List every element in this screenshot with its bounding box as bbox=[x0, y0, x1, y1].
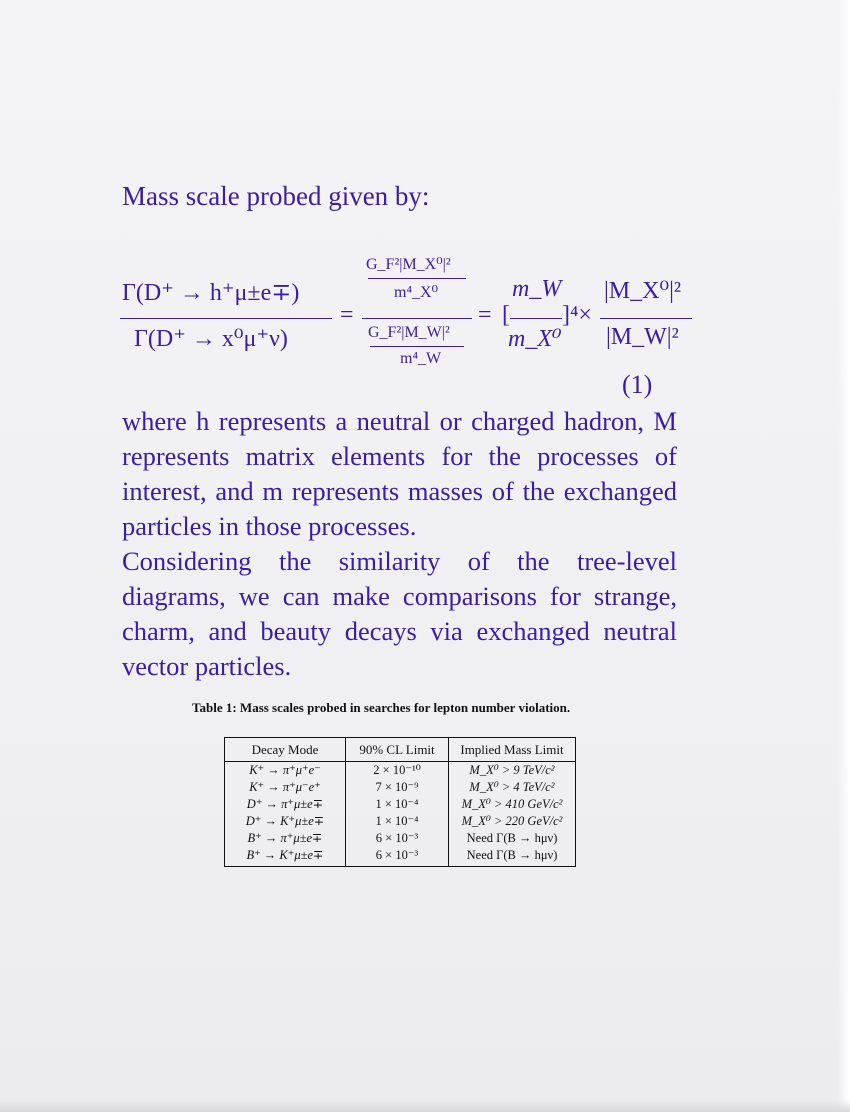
decay-mode-cell: D⁺ → K⁺μ±e∓ bbox=[245, 814, 325, 828]
bracket-close: ]⁴× bbox=[562, 302, 592, 328]
header-mass-limit: Implied Mass Limit bbox=[449, 738, 576, 762]
mass-limit-cell: Need Γ(B → hμν) bbox=[449, 830, 576, 847]
header-cl-limit: 90% CL Limit bbox=[346, 738, 449, 762]
table-row bbox=[225, 796, 576, 813]
mid-bottom-line bbox=[370, 346, 464, 347]
mass-limits-table bbox=[224, 737, 576, 867]
cl-limit-cell: 6 × 10⁻³ bbox=[346, 847, 449, 867]
table-row bbox=[225, 847, 576, 867]
page-right-edge bbox=[838, 0, 850, 1112]
cl-limit-cell: 1 × 10⁻⁴ bbox=[346, 796, 449, 813]
table-row bbox=[225, 813, 576, 830]
cl-limit-cell: 1 × 10⁻⁴ bbox=[346, 813, 449, 830]
lhs-numerator: Γ(D⁺ → h⁺μ±e∓) bbox=[122, 280, 300, 306]
decay-mode-cell: B⁺ → π⁺μ±e∓ bbox=[247, 831, 323, 845]
equals-sign-1: = bbox=[340, 302, 354, 328]
mid-bottom-denominator: m⁴_W bbox=[400, 350, 442, 367]
decay-mode-cell: D⁺ → π⁺μ±e∓ bbox=[246, 797, 324, 811]
mass-limit-cell: M_X⁰ > 9 TeV/c² bbox=[449, 762, 576, 780]
page-bottom-edge bbox=[0, 1100, 850, 1112]
equation-number: (1) bbox=[622, 370, 653, 399]
right-denominator: |M_W|² bbox=[606, 324, 679, 350]
right-line bbox=[600, 318, 692, 319]
ratio-denominator: m_X⁰ bbox=[508, 326, 562, 352]
mass-limit-cell: M_X⁰ > 410 GeV/c² bbox=[449, 796, 576, 813]
header-decay-mode: Decay Mode bbox=[225, 738, 346, 762]
mid-top-line bbox=[368, 278, 466, 279]
lhs-denominator: Γ(D⁺ → x⁰μ⁺ν) bbox=[134, 326, 288, 352]
mass-limit-cell: M_X⁰ > 220 GeV/c² bbox=[449, 813, 576, 830]
table-header-row bbox=[225, 738, 576, 762]
mass-limit-cell: M_X⁰ > 4 TeV/c² bbox=[449, 779, 576, 796]
table-row bbox=[225, 830, 576, 847]
paragraph-1: where h represents a neutral or charged hadron, M represents matrix elements for the processes of interest, and m represents masses of the exchanged particles in those processes. bbox=[122, 406, 677, 541]
equation-block bbox=[120, 248, 700, 378]
cl-limit-cell: 2 × 10⁻¹⁰ bbox=[346, 762, 449, 780]
cl-limit-cell: 7 × 10⁻⁹ bbox=[346, 779, 449, 796]
body-text bbox=[122, 404, 677, 684]
decay-mode-cell: K⁺ → π⁺μ⁻e⁺ bbox=[249, 780, 321, 794]
mid-main-line bbox=[362, 318, 472, 319]
mid-top-denominator: m⁴_X⁰ bbox=[394, 284, 438, 301]
limits-table bbox=[224, 737, 576, 867]
section-heading: Mass scale probed given by: bbox=[122, 181, 430, 211]
ratio-numerator: m_W bbox=[512, 276, 562, 302]
right-numerator: |M_X⁰|² bbox=[604, 278, 682, 304]
lhs-fraction-line bbox=[120, 318, 332, 319]
bracket-open: [ bbox=[502, 302, 510, 328]
table-caption: Table 1: Mass scales probed in searches for lepton number violation. bbox=[192, 700, 571, 715]
mid-top-numerator: G_F²|M_X⁰|² bbox=[366, 256, 451, 273]
decay-mode-cell: B⁺ → K⁺μ±e∓ bbox=[246, 848, 324, 862]
paragraph-2: Considering the similarity of the tree-level diagrams, we can make comparisons for strange, charm, and beauty decays via exchanged neutral vector particles. bbox=[122, 546, 677, 681]
mid-bottom-numerator: G_F²|M_W|² bbox=[368, 324, 450, 341]
table-row bbox=[225, 779, 576, 796]
equals-sign-2: = bbox=[478, 302, 492, 328]
cl-limit-cell: 6 × 10⁻³ bbox=[346, 830, 449, 847]
decay-mode-cell: K⁺ → π⁺μ⁺e⁻ bbox=[249, 763, 321, 777]
table-row bbox=[225, 762, 576, 780]
ratio-line bbox=[510, 318, 562, 319]
mass-limit-cell: Need Γ(B → hμν) bbox=[449, 847, 576, 867]
